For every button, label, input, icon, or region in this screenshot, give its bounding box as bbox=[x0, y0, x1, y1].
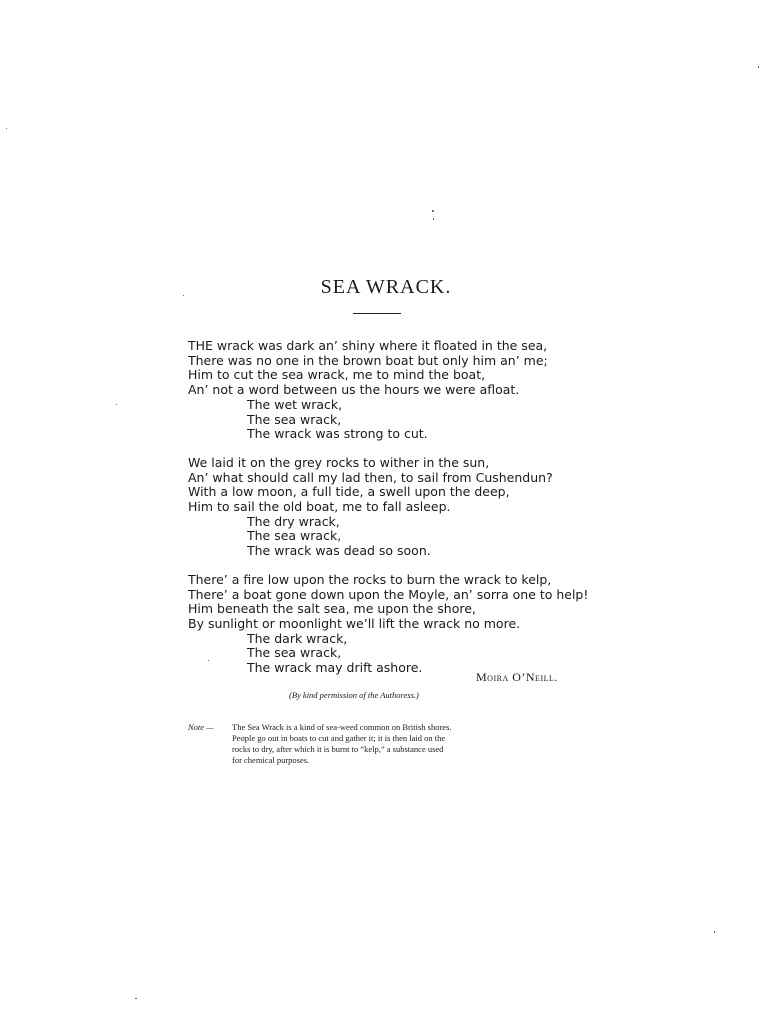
print-speck bbox=[6, 128, 7, 129]
poem-line: There’ a fire low upon the rocks to burn the wrack to kelp, bbox=[188, 571, 552, 587]
print-speck bbox=[714, 931, 715, 933]
print-speck bbox=[758, 66, 759, 68]
footnote-line: People go out in boats to cut and gather it; it is then laid on the bbox=[232, 733, 446, 743]
footnote-line: The Sea Wrack is a kind of sea-weed common on British shores. bbox=[232, 722, 452, 732]
footnote-text bbox=[232, 722, 552, 766]
print-speck bbox=[433, 218, 434, 220]
refrain-line: The dry wrack, bbox=[247, 513, 340, 529]
print-speck bbox=[116, 404, 117, 405]
refrain-line: The sea wrack, bbox=[247, 411, 342, 427]
footnote-line: for chemical purposes. bbox=[232, 755, 310, 765]
poem-line: THE wrack was dark an’ shiny where it floated in the sea, bbox=[188, 338, 548, 353]
title-rule bbox=[353, 313, 401, 314]
print-speck bbox=[432, 210, 434, 212]
stanza bbox=[188, 456, 608, 559]
refrain-line: The wrack was strong to cut. bbox=[247, 426, 428, 442]
poem-line: An’ what should call my lad then, to sail from Cushendun? bbox=[188, 469, 553, 485]
stanza bbox=[188, 573, 608, 676]
refrain-line: The dark wrack, bbox=[247, 630, 348, 646]
permission-credit: (By kind permission of the Authoress.) bbox=[289, 690, 419, 700]
poem-line: An’ not a word between us the hours we were afloat. bbox=[188, 382, 520, 398]
poem-line: There’ a boat gone down upon the Moyle, an’ sorra one to help! bbox=[188, 586, 589, 602]
stanza bbox=[188, 339, 608, 442]
poem-line: Him to cut the sea wrack, me to mind the boat, bbox=[188, 367, 486, 383]
footnote-label: Note — bbox=[188, 722, 214, 732]
refrain-line: The wrack may drift ashore. bbox=[247, 660, 423, 676]
poem-line: With a low moon, a full tide, a swell upon the deep, bbox=[188, 484, 510, 500]
footnote-line: rocks to dry, after which it is burnt to “kelp,” a substance used bbox=[232, 744, 444, 754]
refrain-line: The wet wrack, bbox=[247, 396, 343, 412]
poem-line: There was no one in the brown boat but only him an’ me; bbox=[188, 352, 548, 368]
poem-line: Him to sail the old boat, me to fall asleep. bbox=[188, 499, 451, 515]
poem-body bbox=[188, 339, 608, 690]
poem-line: Him beneath the salt sea, me upon the shore, bbox=[188, 601, 476, 617]
print-speck bbox=[135, 998, 137, 999]
refrain-line: The sea wrack, bbox=[247, 528, 342, 544]
poem-line: By sunlight or moonlight we’ll lift the wrack no more. bbox=[188, 615, 521, 631]
refrain-line: The sea wrack, bbox=[247, 645, 342, 661]
refrain-line: The wrack was dead so soon. bbox=[247, 543, 431, 559]
poem-line: We laid it on the grey rocks to wither in the sun, bbox=[188, 454, 490, 470]
author-signature: Moira O’Neill. bbox=[476, 670, 558, 684]
poem-title: SEA WRACK. bbox=[320, 276, 452, 298]
